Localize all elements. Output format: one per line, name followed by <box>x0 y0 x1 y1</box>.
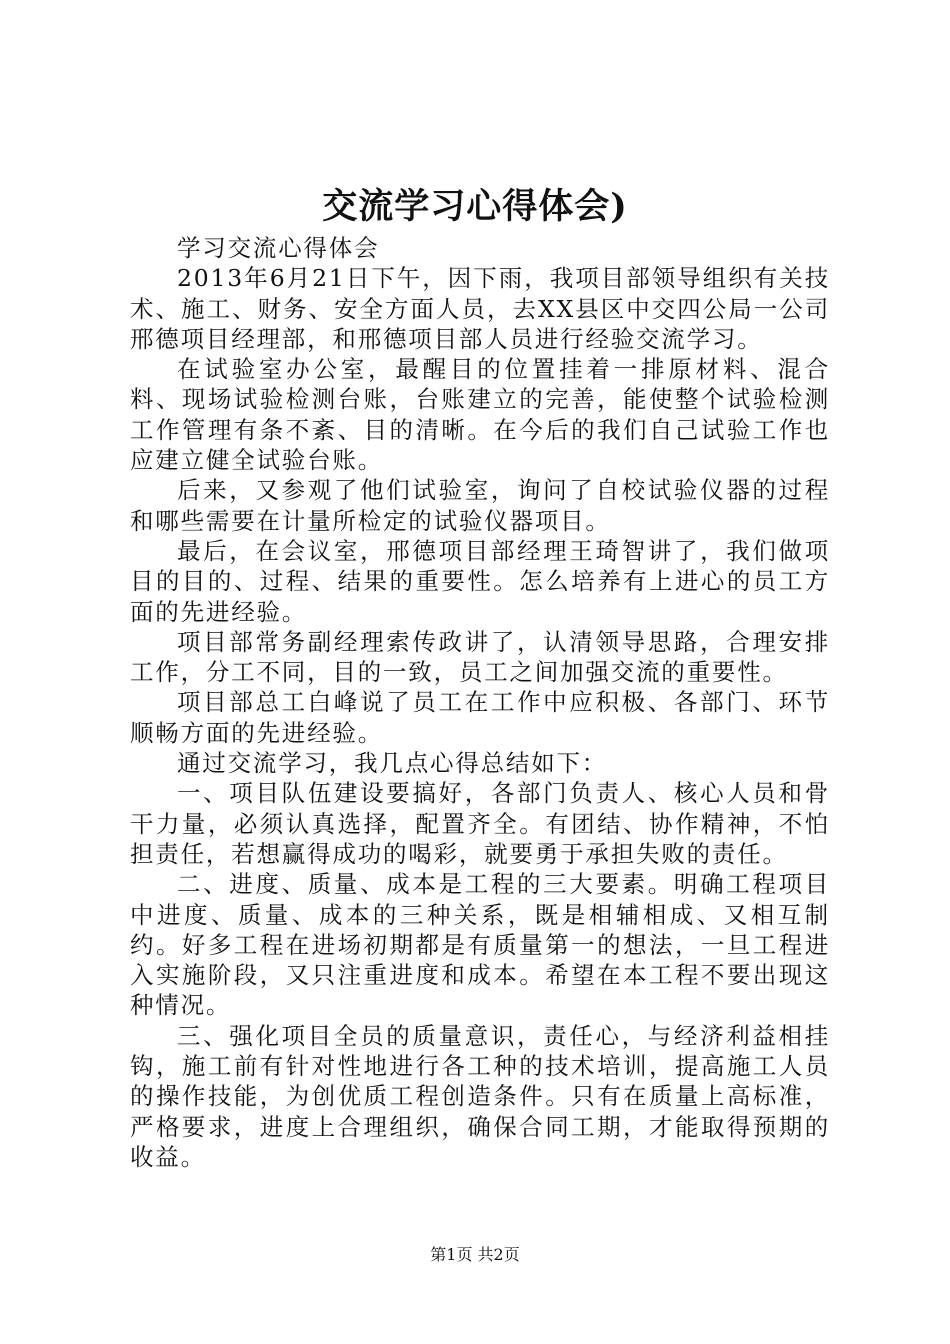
paragraph: 二、进度、质量、成本是工程的三大要素。明确工程项目中进度、质量、成本的三种关系，既是相辅相成、又相互制约。好多工程在进场初期都是有质量第一的想法，一旦工程进入实施阶段，又只注重进度和成本。希望在本工程不要出现这种情况。 <box>130 870 830 1020</box>
paragraph: 2013年6月21日下午，因下雨，我项目部领导组织有关技术、施工、财务、安全方面人员，去XX县区中交四公局一公司邢德项目经理部，和邢德项目部人员进行经验交流学习。 <box>130 264 830 353</box>
paragraph: 三、强化项目全员的质量意识，责任心，与经济利益相挂钩，施工前有针对性地进行各工种的技术培训，提高施工人员的操作技能，为创优质工程创造条件。只有在质量上高标准，严格要求，进度上合理组织，确保合同工期，才能取得预期的收益。 <box>130 1021 830 1171</box>
paragraph: 项目部常务副经理索传政讲了，认清领导思路，合理安排工作，分工不同，目的一致，员工之间加强交流的重要性。 <box>130 627 830 687</box>
paragraph: 最后，在会议室，邢德项目部经理王琦智讲了，我们做项目的目的、过程、结果的重要性。怎么培养有上进心的员工方面的先进经验。 <box>130 536 830 626</box>
page-number-footer: 第1页 共2页 <box>430 1245 520 1264</box>
paragraph: 一、项目队伍建设要搞好，各部门负责人、核心人员和骨干力量，必须认真选择，配置齐全。有团结、协作精神，不怕担责任，若想赢得成功的喝彩，就要勇于承担失败的责任。 <box>130 779 830 868</box>
document-body <box>130 233 830 1172</box>
paragraph: 在试验室办公室，最醒目的位置挂着一排原材料、混合料、现场试验检测台账，台账建立的完善，能使整个试验检测工作管理有条不紊、目的清晰。在今后的我们自己试验工作也应建立健全试验台账。 <box>130 355 830 475</box>
paragraph: 通过交流学习，我几点心得总结如下： <box>177 749 608 778</box>
paragraph-heading: 学习交流心得体会 <box>177 234 380 262</box>
document-title: 交流学习心得体会) <box>322 186 628 227</box>
paragraph: 后来，又参观了他们试验室，询问了自校试验仪器的过程和哪些需要在计量所检定的试验仪器项目。 <box>130 476 830 535</box>
paragraph: 项目部总工白峰说了员工在工作中应积极、各部门、环节顺畅方面的先进经验。 <box>130 688 830 747</box>
